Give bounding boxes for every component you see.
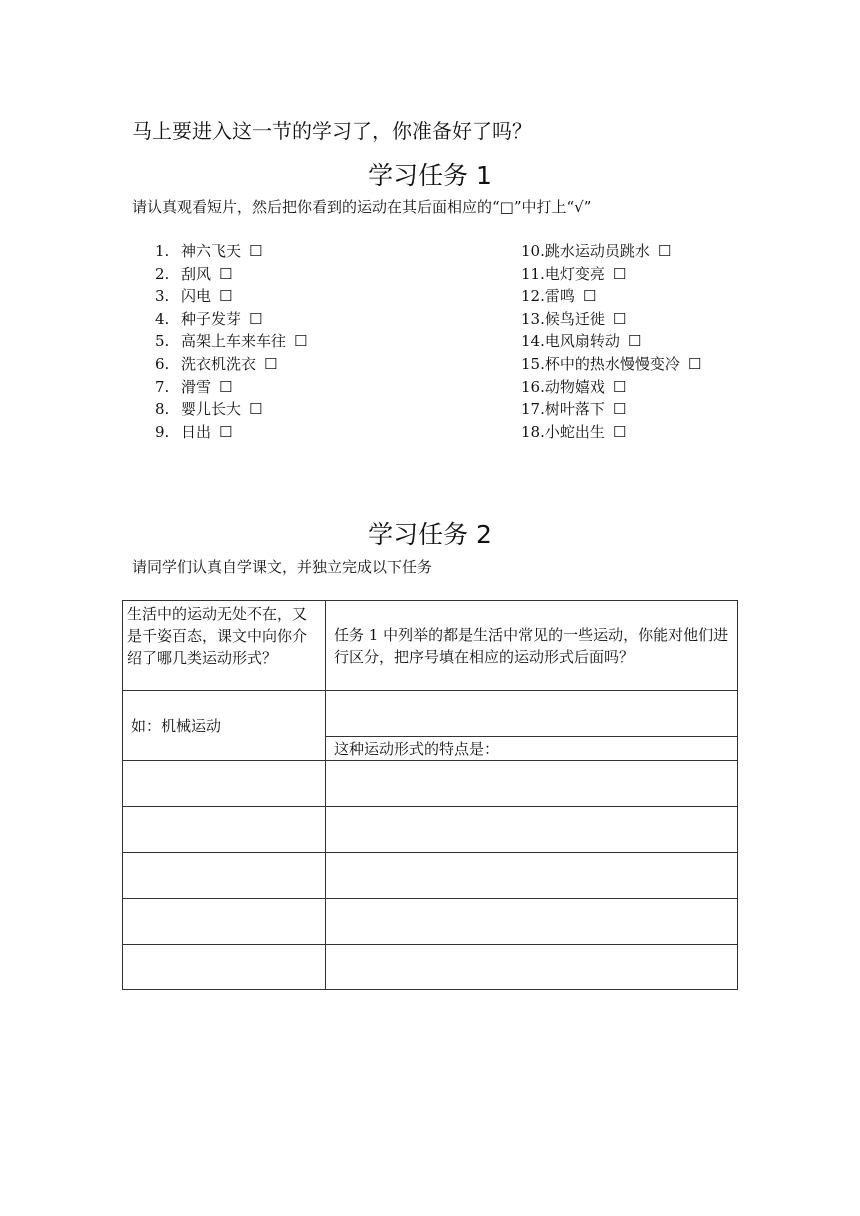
item-checkbox[interactable]: ☐: [219, 377, 233, 396]
blank-right-cell[interactable]: [325, 898, 738, 945]
item-checkbox[interactable]: ☐: [294, 332, 308, 351]
item-label: 动物嬉戏: [544, 377, 605, 396]
task1-item: [521, 308, 701, 331]
item-label: 候鸟迁徙: [544, 309, 605, 328]
task1-item: [521, 285, 701, 308]
item-checkbox[interactable]: ☐: [612, 400, 627, 419]
item-number: 2.: [155, 264, 170, 283]
blank-right-cell[interactable]: [325, 806, 738, 853]
item-label: 刮风: [181, 264, 212, 283]
item-label: 杯中的热水慢慢变冷: [544, 354, 680, 373]
task1-title: 学习任务 1: [368, 161, 492, 190]
task1-item: [521, 376, 701, 399]
item-checkbox[interactable]: ☐: [582, 287, 597, 306]
item-checkbox[interactable]: ☐: [687, 354, 702, 373]
item-number: 7.: [155, 377, 170, 396]
item-number: 5.: [155, 332, 170, 351]
blank-left-cell[interactable]: [122, 760, 326, 807]
task1-item: [155, 353, 307, 376]
task1-item: [521, 398, 701, 421]
item-label: 跳水运动员跳水: [544, 242, 650, 260]
item-number: 6.: [155, 354, 170, 373]
item-label: 电灯变亮: [544, 264, 605, 283]
item-number: 14.: [521, 332, 545, 351]
task1-right-list: [521, 240, 701, 443]
example-left-text: 如：机械运动: [131, 716, 222, 735]
blank-right-cell[interactable]: [325, 760, 738, 807]
item-label: 电风扇转动: [544, 332, 620, 351]
blank-left-cell[interactable]: [122, 852, 326, 899]
blank-right-cell[interactable]: [325, 852, 738, 899]
item-number: 18.: [521, 422, 545, 441]
task1-item: [521, 353, 701, 376]
task1-item: [155, 285, 307, 308]
item-checkbox[interactable]: ☐: [612, 377, 627, 396]
item-label: 洗衣机洗衣: [181, 354, 257, 373]
item-number: 11.: [521, 264, 545, 283]
item-label: 雷鸣: [544, 287, 575, 306]
item-number: 4.: [155, 309, 170, 328]
example-answer-cell[interactable]: [325, 690, 738, 737]
item-number: 15.: [521, 354, 545, 373]
header-right-cell: [325, 600, 738, 691]
blank-left-cell[interactable]: [122, 806, 326, 853]
item-checkbox[interactable]: ☐: [612, 264, 627, 283]
example-left-cell: [122, 690, 326, 761]
task1-item: [155, 398, 307, 421]
item-checkbox[interactable]: ☐: [219, 264, 233, 283]
item-label: 种子发芽: [181, 309, 242, 328]
item-number: 12.: [521, 287, 545, 306]
motion-table: [122, 600, 738, 990]
task1-item: [521, 330, 701, 353]
task2-title: 学习任务 2: [368, 520, 492, 549]
task1-item: [155, 421, 307, 444]
item-number: 3.: [155, 287, 170, 306]
item-label: 日出: [181, 422, 212, 441]
task1-item: [521, 240, 701, 263]
item-number: 13.: [521, 309, 545, 328]
item-number: 9.: [155, 422, 170, 441]
item-checkbox[interactable]: ☐: [612, 422, 627, 441]
task1-left-list: [155, 240, 307, 443]
item-checkbox[interactable]: ☐: [249, 400, 263, 419]
item-number: 10.: [521, 242, 545, 260]
blank-left-cell[interactable]: [122, 944, 326, 990]
item-label: 神六飞天: [181, 242, 242, 260]
item-label: 高架上车来车往: [181, 332, 287, 351]
item-checkbox[interactable]: ☐: [657, 242, 672, 260]
task1-item: [155, 263, 307, 286]
item-checkbox[interactable]: ☐: [219, 287, 233, 306]
item-number: 16.: [521, 377, 545, 396]
item-checkbox[interactable]: ☐: [249, 242, 263, 260]
header-left-cell: 生活中的运动无处不在，又是千姿百态，课文中向你介绍了哪几类运动形式？: [122, 600, 326, 691]
item-label: 闪电: [181, 287, 212, 306]
task1-item: [521, 263, 701, 286]
blank-right-cell[interactable]: [325, 944, 738, 990]
item-number: 17.: [521, 400, 545, 419]
task1-item: [155, 308, 307, 331]
item-checkbox[interactable]: ☐: [612, 309, 627, 328]
item-label: 婴儿长大: [181, 400, 242, 419]
task1-item: [155, 330, 307, 353]
item-checkbox[interactable]: ☐: [249, 309, 263, 328]
task2-instruction: 请同学们认真自学课文，并独立完成以下任务: [132, 558, 433, 576]
item-checkbox[interactable]: ☐: [219, 422, 233, 441]
header-right-text: 任务 1 中列举的都是生活中常见的一些运动，你能对他们进行区分，把序号填在相应的运动形式后面吗？: [334, 625, 729, 666]
task1-item: [521, 421, 701, 444]
item-label: 小蛇出生: [544, 422, 605, 441]
item-checkbox[interactable]: ☐: [264, 354, 278, 373]
task1-instruction: 请认真观看短片，然后把你看到的运动在其后面相应的“□”中打上“√”: [132, 198, 592, 216]
task1-item: [155, 376, 307, 399]
task1-item: [155, 240, 307, 263]
item-label: 滑雪: [181, 377, 212, 396]
blank-left-cell[interactable]: [122, 898, 326, 945]
item-number: 8.: [155, 400, 170, 419]
example-feature-cell[interactable]: 这种运动形式的特点是：: [325, 736, 738, 761]
intro-question: 马上要进入这一节的学习了，你准备好了吗？: [132, 119, 532, 143]
item-checkbox[interactable]: ☐: [627, 332, 642, 351]
item-number: 1.: [155, 242, 170, 260]
item-label: 树叶落下: [544, 400, 605, 419]
